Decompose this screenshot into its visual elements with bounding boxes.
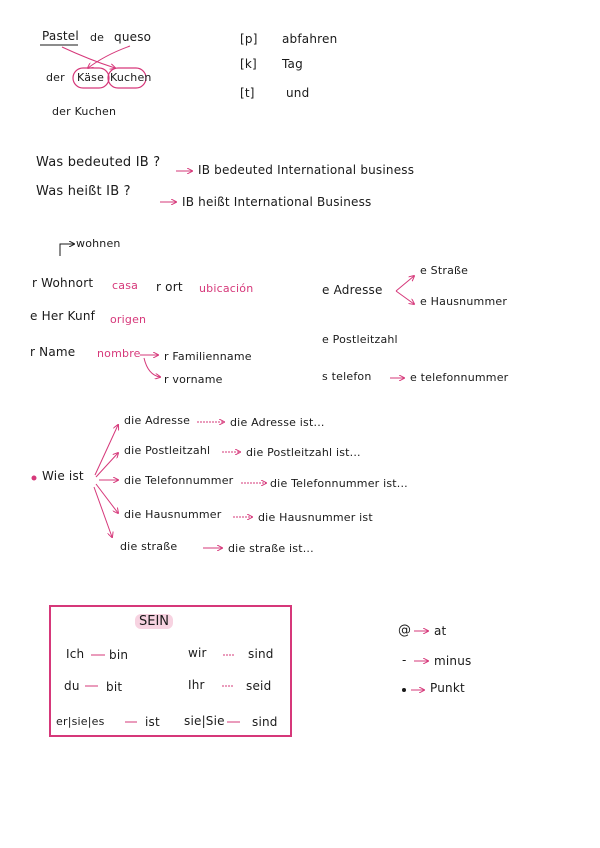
wie-ist-right: die Telefonnummer ist... — [270, 477, 408, 490]
phonetic-symbol: [k] — [240, 57, 257, 71]
word-der-kuchen: der Kuchen — [52, 105, 117, 118]
sein-pronoun: wir — [188, 646, 207, 660]
sein-pronoun: er|sie|es — [56, 715, 105, 728]
sein-pronoun: Ich — [66, 647, 85, 661]
translation-origen: origen — [110, 313, 147, 326]
word-familienname: r Familienname — [164, 350, 252, 363]
ib-question-1: Was bedeuted IB ? — [36, 155, 161, 170]
translation-casa: casa — [112, 279, 139, 292]
symbol-word: minus — [434, 654, 472, 668]
phonetic-symbol: [t] — [240, 86, 255, 100]
sein-pronoun: sie|Sie — [184, 714, 225, 728]
wie-ist-left: die Postleitzahl — [124, 444, 211, 457]
word-name: r Name — [30, 345, 76, 359]
sein-title: SEIN — [135, 614, 173, 629]
word-herkunft: e Her Kunf — [30, 309, 96, 323]
wie-ist-right: die straße ist... — [228, 542, 314, 555]
word-ort: r ort — [156, 280, 183, 294]
sein-verb: bin — [109, 648, 129, 662]
wie-ist-right: die Postleitzahl ist... — [246, 446, 361, 459]
word-hausnummer: e Hausnummer — [420, 295, 508, 308]
ib-answer-1: IB bedeuted International business — [198, 163, 415, 177]
symbol-dot — [397, 682, 404, 696]
wie-ist-left: die straße — [120, 540, 178, 553]
symbol-minus: - — [402, 653, 407, 667]
phonetic-word: und — [286, 86, 310, 100]
translation-nombre: nombre — [97, 347, 141, 360]
word-pastel: Pastel — [42, 29, 79, 43]
word-postleitzahl: e Postleitzahl — [322, 333, 398, 346]
sein-pronoun: du — [64, 679, 80, 693]
word-kase: Käse — [77, 71, 105, 84]
sein-verb: sind — [252, 715, 278, 729]
word-strasse: e Straße — [420, 264, 469, 277]
symbol-word: at — [434, 624, 447, 638]
wie-ist-left: die Adresse — [124, 414, 191, 427]
translation-ubicacion: ubicación — [199, 282, 254, 295]
ib-question-2: Was heißt IB ? — [36, 184, 131, 199]
word-vorname: r vorname — [164, 373, 223, 386]
word-der: der — [46, 71, 65, 84]
wie-ist-left: die Hausnummer — [124, 508, 222, 521]
wie-ist-label: Wie ist — [42, 469, 84, 483]
symbol-word: Punkt — [430, 681, 465, 695]
sein-verb: sind — [248, 647, 274, 661]
sein-verb: seid — [246, 679, 272, 693]
symbol-at: @ — [398, 623, 412, 638]
sein-verb: ist — [145, 715, 160, 729]
word-kuchen: Kuchen — [110, 71, 152, 84]
word-wohnort: r Wohnort — [32, 276, 94, 290]
word-adresse: e Adresse — [322, 283, 383, 297]
ib-answer-2: IB heißt International Business — [182, 195, 372, 209]
wie-ist-right: die Hausnummer ist — [258, 511, 373, 524]
wie-ist-right: die Adresse ist... — [230, 416, 325, 429]
word-de: de — [90, 31, 105, 44]
sein-pronoun: Ihr — [188, 678, 205, 692]
word-wohnen: wohnen — [76, 237, 121, 250]
word-queso: queso — [114, 30, 152, 44]
wie-ist-left: die Telefonnummer — [124, 474, 234, 487]
sein-verb: bit — [106, 680, 123, 694]
phonetic-word: Tag — [282, 57, 303, 71]
word-telefonnummer: e telefonnummer — [410, 371, 509, 384]
word-telefon: s telefon — [322, 370, 372, 383]
phonetic-word: abfahren — [282, 32, 338, 46]
phonetic-symbol: [p] — [240, 32, 258, 46]
